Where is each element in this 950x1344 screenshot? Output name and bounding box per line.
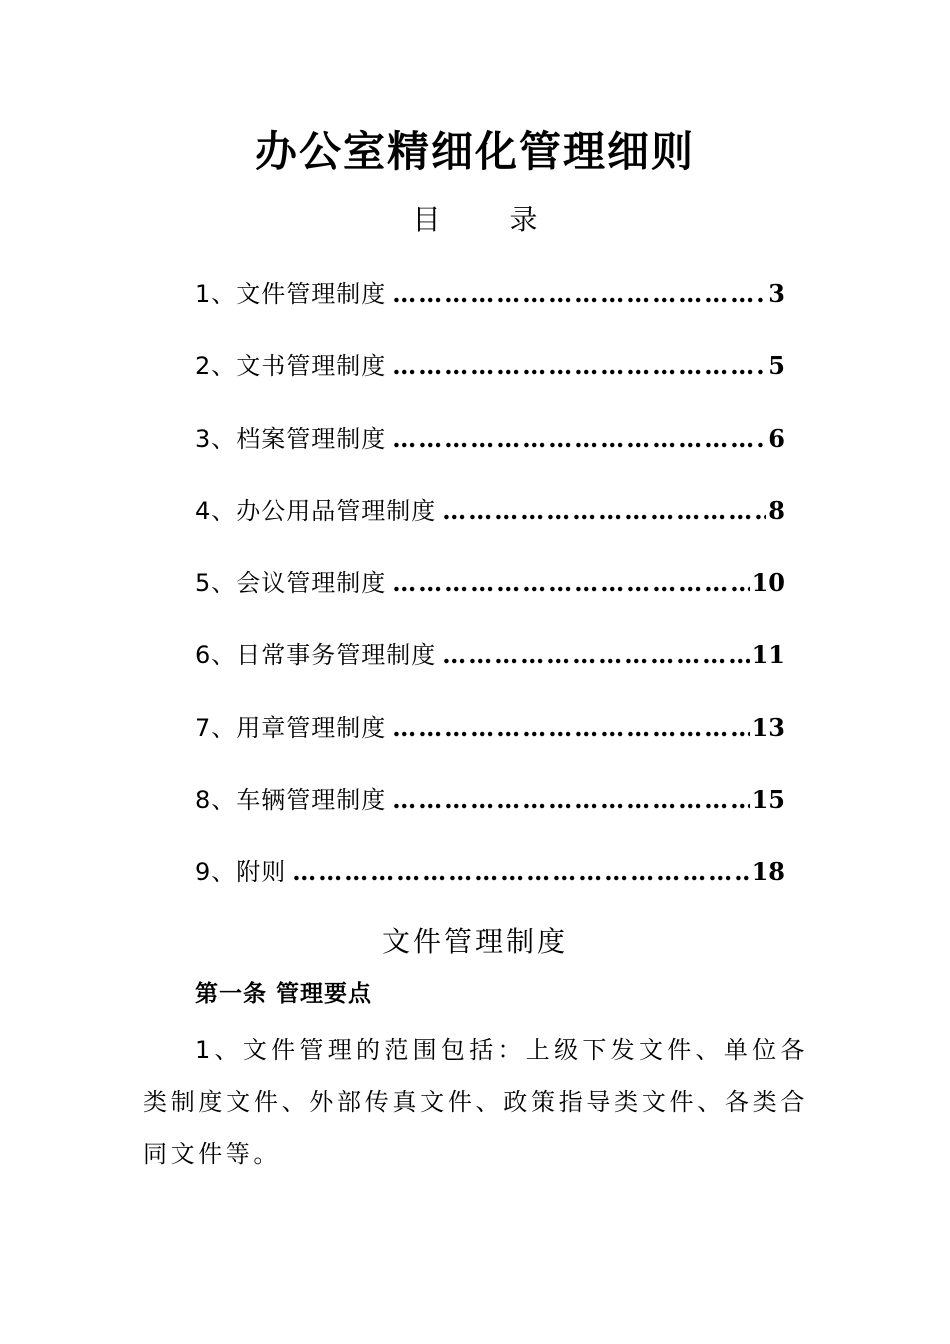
toc-entry[interactable] [195,276,785,312]
toc-leader-dots [442,493,766,529]
toc-entry-page: 15 [751,785,785,815]
toc-entry-label: 3、档案管理制度 [195,424,387,453]
toc-entry[interactable] [195,312,785,384]
body-paragraph: 1、文件管理的范围包括：上级下发文件、单位各类制度文件、外部传真文件、政策指导类文件、各类合同文件等。 [143,1036,808,1168]
toc-entry-label: 5、会议管理制度 [195,569,387,598]
toc-entry[interactable] [195,384,785,456]
toc-entry[interactable] [195,746,785,818]
toc-leader-dots [392,565,749,601]
section-title: 文件管理制度 [381,925,568,958]
toc-entry-label: 1、文件管理制度 [195,280,387,308]
toc-entry-page: 3 [768,279,785,308]
toc-leader-dots [392,782,749,818]
document-title: 办公室精细化管理细则 [254,127,695,176]
toc-entry-page: 10 [751,568,785,598]
toc-leader-dots [392,348,766,384]
toc-entry-label: 6、日常事务管理制度 [195,641,437,670]
toc-entry-label: 8、车辆管理制度 [195,786,387,815]
toc-entry-page: 11 [751,640,785,670]
toc-entry-page: 5 [768,351,785,381]
toc-leader-dots [392,710,749,746]
toc-entry-page: 6 [768,423,785,453]
toc-entry-label: 7、用章管理制度 [195,713,387,742]
toc-leader-dots [392,276,766,312]
toc-entry-label: 4、办公用品管理制度 [195,496,437,525]
toc-entry[interactable] [195,457,785,529]
toc-leader-dots [292,854,749,890]
table-of-contents [195,276,785,890]
toc-leader-dots [392,421,766,457]
toc-leader-dots [442,637,749,673]
toc-entry-label: 2、文书管理制度 [195,352,387,381]
toc-entry-page: 18 [751,857,785,887]
toc-entry[interactable] [195,601,785,673]
toc-heading: 目 录 [412,203,568,236]
toc-entry-page: 8 [768,495,785,525]
toc-entry[interactable] [195,818,785,890]
toc-entry[interactable] [195,529,785,601]
article-heading: 第一条 管理要点 [195,981,373,1007]
toc-entry-page: 13 [751,712,785,742]
toc-entry[interactable] [195,673,785,745]
toc-entry-label: 9、附则 [195,858,287,887]
